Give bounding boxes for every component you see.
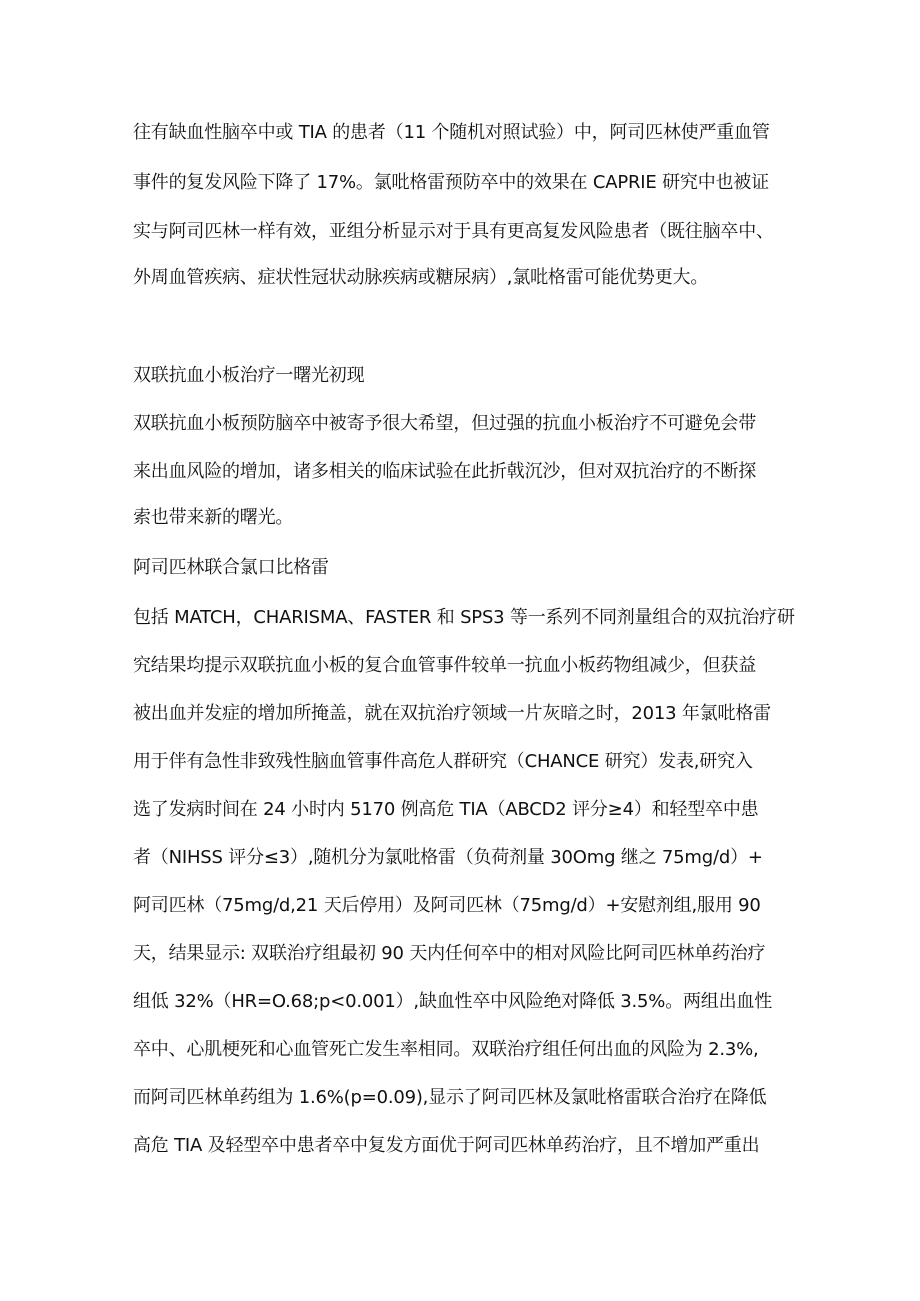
paragraph-2-line-2: 来出血风险的增加，诸多相关的临床试验在此折戟沉沙，但对双抗治疗的不断探	[133, 461, 756, 482]
paragraph-3-line-5: 选了发病时间在 24 小时内 5170 例高危 TIA（ABCD2 评分≥4）和轻型卒中患	[133, 799, 759, 820]
paragraph-3-line-9: 组低 32%（HR=O.68;p<0.001）,缺血性卒中风险绝对降低 3.5%。两组出血性	[133, 991, 772, 1012]
paragraph-3-line-1: 包括 MATCH，CHARISMA、FASTER 和 SPS3 等一系列不同剂量组合的双抗治疗研	[133, 607, 795, 628]
paragraph-2-line-1: 双联抗血小板预防脑卒中被寄予很大希望，但过强的抗血小板治疗不可避免会带	[133, 413, 756, 434]
paragraph-1-line-2: 事件的复发风险下降了 17%。氯吡格雷预防卒中的效果在 CAPRIE 研究中也被证	[133, 172, 769, 193]
paragraph-3-line-10: 卒中、心肌梗死和心血管死亡发生率相同。双联治疗组任何出血的风险为 2.3%,	[133, 1039, 759, 1060]
paragraph-2-line-3: 索也带来新的曙光。	[133, 507, 294, 528]
paragraph-3-line-11: 而阿司匹林单药组为 1.6%(p=0.09),显示了阿司匹林及氯吡格雷联合治疗在降低	[133, 1087, 767, 1108]
paragraph-3-line-3: 被出血并发症的增加所掩盖，就在双抗治疗领域一片灰暗之时，2013 年氯吡格雷	[133, 703, 771, 724]
paragraph-1-line-3: 实与阿司匹林一样有效，亚组分析显示对于具有更高复发风险患者（既往脑卒中、	[133, 221, 774, 242]
paragraph-1-line-1: 往有缺血性脑卒中或 TIA 的患者（11 个随机对照试验）中，阿司匹林使严重血管	[133, 122, 770, 143]
paragraph-3-line-8: 天，结果显示: 双联治疗组最初 90 天内任何卒中的相对风险比阿司匹林单药治疗	[133, 943, 766, 964]
paragraph-3-line-12: 高危 TIA 及轻型卒中患者卒中复发方面优于阿司匹林单药治疗，且不增加严重出	[133, 1135, 760, 1156]
paragraph-3-line-6: 者（NIHSS 评分≤3）,随机分为氯吡格雷（负荷剂量 30Omg 继之 75mg∕d）+	[133, 847, 763, 868]
paragraph-3-line-7: 阿司匹林（75mg∕d,21 天后停用）及阿司匹林（75mg∕d）+安慰剂组,服用 90	[133, 895, 761, 916]
section-heading-aspirin-clopidogrel: 阿司匹林联合氯口比格雷	[133, 557, 329, 578]
section-heading-dual-antiplatelet: 双联抗血小板治疗一曙光初现	[133, 365, 365, 386]
paragraph-3-line-4: 用于伴有急性非致残性脑血管事件高危人群研究（CHANCE 研究）发表,研究入	[133, 751, 753, 772]
paragraph-1-line-4: 外周血管疾病、症状性冠状动脉疾病或糖尿病）,氯吡格雷可能优势更大。	[133, 267, 709, 288]
paragraph-3-line-2: 究结果均提示双联抗血小板的复合血管事件较单一抗血小板药物组减少，但获益	[133, 655, 756, 676]
